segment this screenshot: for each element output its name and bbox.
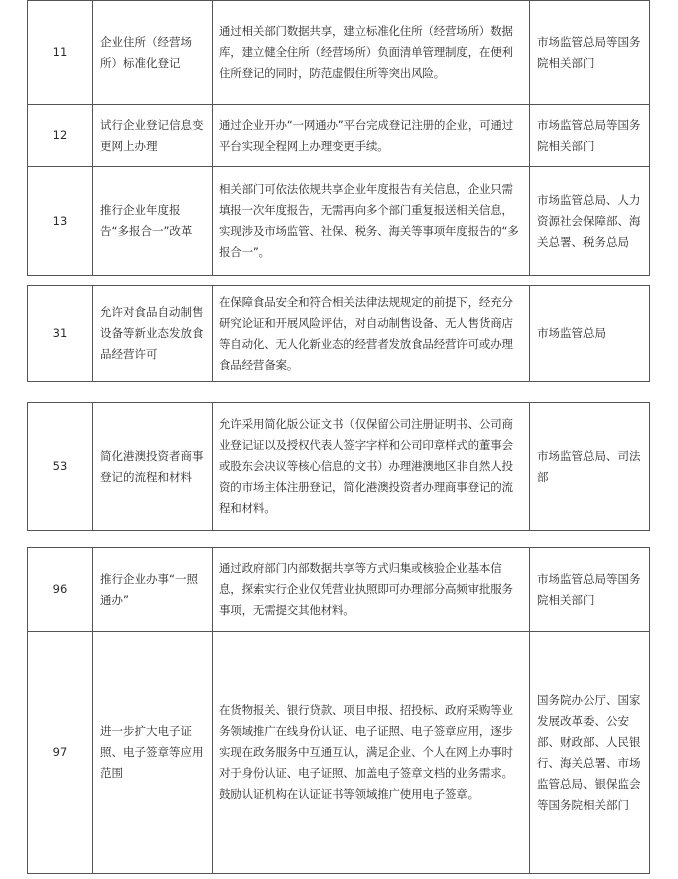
item-number: 97 (28, 632, 93, 874)
item-number: 12 (28, 105, 93, 167)
item-department: 市场监管总局等国务院相关部门 (530, 548, 650, 632)
item-description: 允许采用简化版公证文书（仅保留公司注册证明书、公司商业登记证以及授权代表人签字字样和公司印章样式的董事会或股东会决议等核心信息的文书）办理港澳地区非自然人投资的市场主体注册登记，简化港澳投资者办理商事登记的流程和材料。 (213, 403, 530, 531)
item-department: 市场监管总局等国务院相关部门 (530, 1, 650, 105)
item-number: 13 (28, 167, 93, 276)
table-row (28, 1, 650, 105)
item-title: 允许对食品自动制售设备等新业态发放食品经营许可 (93, 286, 213, 382)
item-number: 31 (28, 286, 93, 382)
item-department: 市场监管总局 (530, 286, 650, 382)
policy-table-1 (27, 0, 650, 276)
item-title: 进一步扩大电子证照、电子签章等应用范围 (93, 632, 213, 874)
item-title: 企业住所（经营场所）标准化登记 (93, 1, 213, 105)
table-row (28, 105, 650, 167)
table-row (28, 286, 650, 382)
item-description: 相关部门可依法依规共享企业年度报告有关信息，企业只需填报一次年度报告，无需再向多个部门重复报送相关信息，实现涉及市场监管、社保、税务、海关等事项年度报告的“多报合一”。 (213, 167, 530, 276)
table-row (28, 403, 650, 531)
table-row (28, 548, 650, 632)
item-department: 市场监管总局、司法部 (530, 403, 650, 531)
table-row (28, 632, 650, 874)
item-department: 市场监管总局、人力资源社会保障部、海关总署、税务总局 (530, 167, 650, 276)
item-title: 推行企业年度报告“多报合一”改革 (93, 167, 213, 276)
item-department: 市场监管总局等国务院相关部门 (530, 105, 650, 167)
item-description: 通过政府部门内部数据共享等方式归集或核验企业基本信息，探索实行企业仅凭营业执照即可办理部分高频审批服务事项，无需提交其他材料。 (213, 548, 530, 632)
item-description: 通过企业开办“一网通办”平台完成登记注册的企业，可通过平台实现全程网上办理变更手续。 (213, 105, 530, 167)
table-row (28, 167, 650, 276)
item-number: 53 (28, 403, 93, 531)
item-description: 在货物报关、银行贷款、项目申报、招投标、政府采购等业务领域推广在线身份认证、电子证照、电子签章应用，逐步实现在政务服务中互通互认，满足企业、个人在网上办事时对于身份认证、电子证照、加盖电子签章文档的业务需求。鼓励认证机构在认证证书等领域推广使用电子签章。 (213, 632, 530, 874)
item-description: 通过相关部门数据共享，建立标准化住所（经营场所）数据库，建立健全住所（经营场所）负面清单管理制度，在便利住所登记的同时，防范虚假住所等突出风险。 (213, 1, 530, 105)
policy-table-3 (27, 402, 650, 531)
policy-table-2 (27, 285, 650, 382)
item-number: 11 (28, 1, 93, 105)
item-title: 简化港澳投资者商事登记的流程和材料 (93, 403, 213, 531)
item-department: 国务院办公厅、国家发展改革委、公安部、财政部、人民银行、海关总署、市场监管总局、银保监会等国务院相关部门 (530, 632, 650, 874)
item-number: 96 (28, 548, 93, 632)
policy-table-4 (27, 547, 650, 874)
item-description: 在保障食品安全和符合相关法律法规规定的前提下，经充分研究论证和开展风险评估，对自动制售设备、无人售货商店等自动化、无人化新业态的经营者发放食品经营许可或办理食品经营备案。 (213, 286, 530, 382)
item-title: 试行企业登记信息变更网上办理 (93, 105, 213, 167)
item-title: 推行企业办事“一照通办” (93, 548, 213, 632)
